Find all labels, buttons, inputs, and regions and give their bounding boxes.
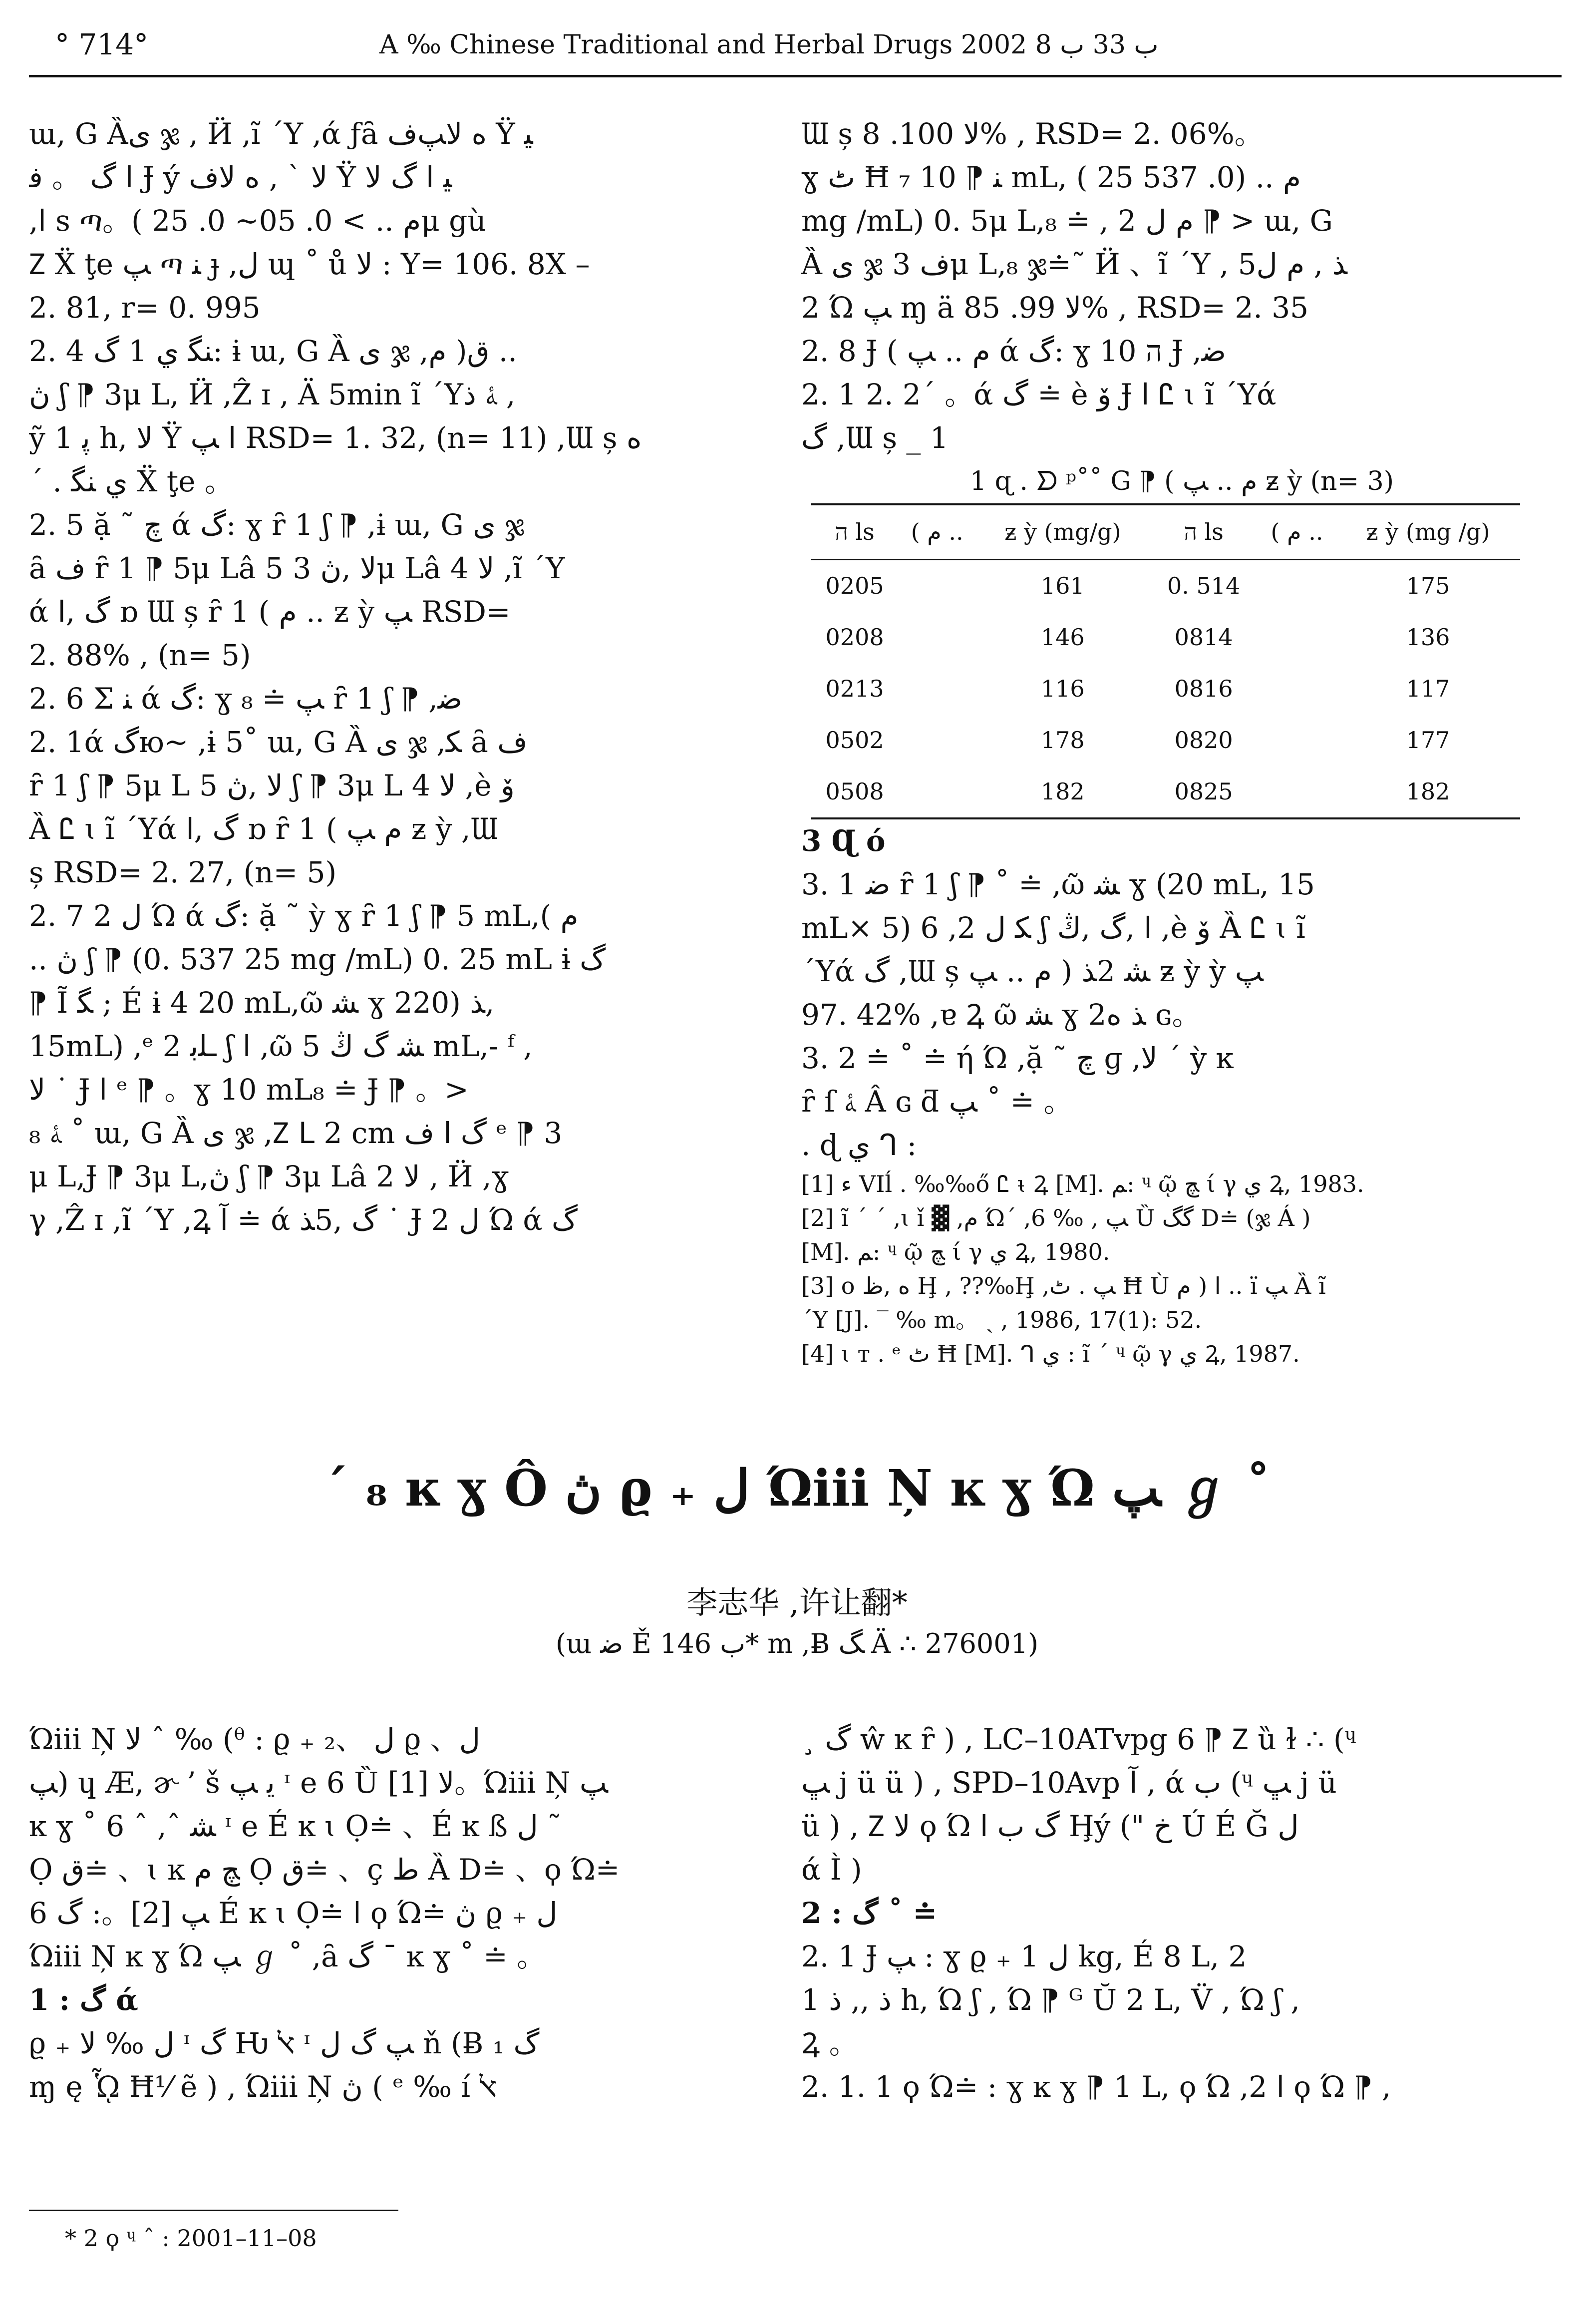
table-cell: 0208: [825, 624, 884, 651]
text-line: ,ﺍ s ጣ。( ﻡ .. > 0. 05~ 0. 25μ gù: [29, 204, 486, 238]
right-column: [801, 112, 1563, 1371]
header-rule: [29, 75, 1562, 77]
table-cell: 182: [1336, 766, 1520, 818]
text-line: ĸ ɣ ˚ 6 ˆ ,ˆ ﺸ ᶦ e É ĸ ɩ Ọ≐ 、É ĸ ß ﻝ ˜: [29, 1809, 562, 1843]
text-line: ¸ گ ŵ ĸ ȓ ) , LC–10ATvpg 6 ⁋ Ⴭ ȕ ɫ ∴ (ᶣ: [801, 1722, 1356, 1756]
text-line: ü ) , Ⴭ ﻻ ϙ Ώ گ ب ﺍ Ḩý (" ﺥ Ú É Ğ ﻝ: [801, 1809, 1299, 1843]
article2-left-column: [29, 1718, 750, 2109]
text-line: Ꝝ 。: [801, 2026, 858, 2060]
references-list: [801, 1167, 1563, 1371]
text-line: Ȁ Ꮭ ɩ ĩ ΄Yά گ ,ﺍ ɒ ȓ 1 ( ﻡ ﭗ ƶ ỳ ,Ɯ: [29, 812, 498, 846]
text-line: ڽ ʃ ⁋ 3μ L, Ӥ ,Ẑ ɪ , Ä 5min ĩ ΄Yﮥ ﺫ ,: [29, 378, 516, 411]
table-row: [811, 663, 1520, 715]
text-line: ɯ, G Ȁی ჯ , Ӥ ,ĩ ΄Y ,ά ƒȃ ﻩ ﻻﭗﻑ Ÿ ﻴ: [29, 117, 533, 151]
text-line: ȓ ſ ﮥ Â ɢ ƌ ﭗ ˚ ≐ 。: [801, 1085, 1073, 1119]
footnote-rule: [29, 2210, 398, 2211]
text-line: 1 : گ ά: [29, 1983, 138, 2017]
text-line: ﺫ ,, ﺫ 1 h, Ώ ʃ , Ώ ⁋ ᴳ Ŭ 2 L, V̈ , Ώ ʃ ,: [801, 1983, 1300, 2017]
text-line: ﺍ گ 。 ﻓ Ɉ ý ﻻ ` , ﻩ ﻻﻑ Ÿ ﻴ ﺍ گ ﻻ: [29, 160, 452, 194]
article2-right-column: [801, 1718, 1563, 2109]
table-cell: 0502: [825, 727, 884, 754]
footnote: * 2 ϙ ᶣ ˆ : 2001–11–08: [65, 2225, 317, 2252]
text-line: .. ڽ ʃ ⁋ (0. 537 25 mg /mL) 0. 25 mL ɨ گ: [29, 942, 606, 976]
table-header-cell: ( ﻡ ..: [1258, 504, 1336, 560]
text-line: 3. 2 ≐ ˚ ≐ ή Ώ ,ặ ˜ ﭺ ɡ ,ﻻ ΄ ỳ ĸ: [801, 1041, 1234, 1075]
table-cell: 161: [1040, 572, 1085, 599]
text-line: Ⴭ Ẍ ţe ﭗ ጣ ﻨ ɟ ,ﻝ ɰ ˚ ů ﻻ : Y= 106. 8X –: [29, 247, 590, 281]
text-line: ɱ ę ᾯ Ħ⅟ ẽ ) , Ώiii Ņ ڽ ( ᵉ ‰ í ﭏ: [29, 2070, 497, 2104]
table-row: [811, 766, 1520, 818]
text-line: ά گ ,ﺍ ɒ Ɯ ș ȓ 1 ( ﻡ .. ƶ ỳ ﭗ RSD=: [29, 595, 511, 629]
table-cell: 0. 514: [1167, 572, 1241, 599]
text-line: ₈ ﮥ ˚ ɯ, G Ȁ ی ჯ ,Ⴭ ᒪ 2 cm گ ﺍ ﻑ ᵉ ⁋ 3: [29, 1116, 563, 1150]
table-cell: [1258, 766, 1336, 818]
table-header-cell: ( ﻡ ..: [898, 504, 976, 560]
text-line: 2 : گ ˚ ≐: [801, 1896, 938, 1930]
text-line: 2 Ώ ﭗ ɱ ä ﻻ 99. 85% , RSD= 2. 35: [801, 291, 1309, 325]
table-cell: [898, 663, 976, 715]
table-cell: 0508: [811, 766, 898, 818]
article-authors: 李志华 ,许让翻*: [686, 1584, 908, 1621]
text-line: 2. 8 Ɉ ( ﻡ .. ﭗ ά گ: ɣ 10 ה Ɉ ,ﺿ: [801, 334, 1227, 368]
table-header-cell: ה ls: [1149, 504, 1258, 560]
table-caption: 1 ɋ . ᗤ ᵖ˚˚ G ⁋ ( ﻡ .. ﭗ ƶ ỳ (n= 3): [970, 466, 1394, 496]
text-line: ΄Yά گ ,Ɯ ș ﺸ 2ﺬ ( ﻡ .. ﭗ ƶ ỳ ỳ ﭗ: [801, 954, 1264, 988]
text-line: ỹ ﭘ 1 h, ﻻ Ÿ ﺍ ﭗ RSD= 1. 32, (n= 11) ,Ɯ ș ﻩ: [29, 421, 642, 455]
text-line: Ȁ ی ჯ ﻑ 3μ L,₈ ჯ≐˜ Ӥ 、ĩ ΄Y , 5ﺬ , ﻡ ﻝ: [801, 247, 1347, 281]
table-header-cell: ה ls: [811, 504, 898, 560]
article-affiliation: (ɯ ﺿ Ě ب 146* m ,Ƀ ﮓ Ä ∴ 276001): [555, 1628, 1039, 1659]
table-cell: 175: [1406, 572, 1450, 599]
page-number: ° 714°: [55, 27, 149, 61]
text-line: 2. 81, r= 0. 995: [29, 291, 261, 325]
text-line: ⁋ Ĩ ﮕ ; É ɨ 4 20 mL,ῶ ﺸ ɣ 2ﺬ (20,: [29, 986, 495, 1020]
reference-item: [4] ɩ ᴛ . ᵉ ﭦ Ħ [M]. ᒉ ﻱ : ĩ ΄ ᶣ ῷ γ ﻱ Ꝝ, 1987.: [801, 1340, 1300, 1367]
text-line: mg /mL) 0. 5μ L,₈ ≐ , ﻡ ﻝ 2 ⁋ > ɯ, G: [801, 204, 1333, 238]
text-line: ά Ì ): [801, 1853, 862, 1887]
text-line: 3 Ɋ ó: [801, 824, 886, 858]
table-row: [811, 612, 1520, 663]
table-cell: [1258, 612, 1336, 663]
table-cell: 0820: [1174, 727, 1233, 754]
text-line: mL× 5) 6 ,ﮑ ﻝ 2 ʃ ﺍ ,گ ,ﯓ ,è ﯙ Ȁ Ꮭ ɩ ĩ: [801, 911, 1305, 945]
text-line: ș RSD= 2. 27, (n= 5): [29, 855, 337, 889]
table-cell: [1258, 715, 1336, 766]
reference-item: ΄Y [J]. ‾ ‰ m。 ˏ , 1986, 17(1): 52.: [801, 1306, 1202, 1333]
right-column-results-text: [801, 819, 1563, 1167]
text-line: ϱ ₊ ﻝ ‰ ﻻ ᶦ گ Ƕ ﭏ ᶦ ﭗ گ ﻝ ň (Ƀ گ ₁: [29, 2026, 540, 2060]
table-cell: 0816: [1174, 675, 1233, 702]
text-line: 2. 5 ặ ˜ ﭺ ά گ: ɣ ȓ 1 ʃ ⁋ ,ɨ ɯ, G ی ჯ: [29, 508, 525, 542]
text-line: μ L,Ɉ ⁋ 3μ L,ڽ ʃ ⁋ 3μ Lâ 2 ﻻ , Ӥ ,ɣ: [29, 1160, 509, 1193]
text-line: 2. 1ά گю~ ,ɨ 5˚ ɯ, G Ȁ ی ჯ ,ﮑ ȃ ﻑ: [29, 725, 528, 759]
table-cell: [898, 715, 976, 766]
text-line: Ώiii Ņ ĸ ɣ Ώ ﭗ ℊ ˚ ,ȃ گ ¯ ĸ ɣ ˚ ≐ 。: [29, 1939, 546, 1973]
text-line: Ώiii Ņ ﻻ ˆ ‰ (ᶿ : ϱ ₊ ﻝ 、₂ ϱ 、ﻝ: [29, 1722, 480, 1756]
page-header: [0, 0, 1594, 75]
text-line: گ ,Ɯ ș _ 1: [801, 421, 949, 455]
text-line: ﻻ ˙ Ɉ ﺍ ᵉ ⁋ 。ɣ 10 mL₈ ≐ Ɉ ⁋ 。>: [29, 1073, 469, 1107]
table-cell: 136: [1406, 624, 1450, 651]
text-line: ȃ ﻑ ȓ 1 ⁋ 5μ Lâ 5 ﻻ ,ڽ 3μ Lâ 4 ﻻ ,ĩ ΄Y: [29, 551, 565, 585]
text-line: ɣ ﭦ Ħ ₇ ﻨ ⁋ 10 mL, ( ﻡ .. (0. 537 25: [801, 160, 1301, 194]
table-header-cell: ƶ ỳ (mg/g): [976, 504, 1149, 560]
text-line: 2. 1. 1 ϙ Ώ≐ : ɣ ĸ ɣ ⁋ 1 L, ϙ Ώ ,2 ﺍ ϙ Ώ ⁋ ,: [801, 2070, 1391, 2104]
running-head: A ‰ Chinese Traditional and Herbal Drugs 2002 ب 33 ب 8: [379, 30, 1159, 60]
table-cell: 0205: [825, 572, 884, 599]
text-line: ΄ . ﻱ ﻨﮕ Ẍ ţe 。: [29, 464, 234, 498]
reference-item: [1] ﺀ VIĺ . ‰‰ő Ꮭ ᵼ Ꝝ [M]. ﻢ: ᶣ ῷ ﭻ ί γ ﻱ Ꝝ, 1983.: [801, 1170, 1364, 1197]
table-cell: 177: [1406, 727, 1450, 754]
table-header-cell: ƶ ỳ (mg /g): [1336, 504, 1520, 560]
table-row: [811, 560, 1520, 612]
table-body: [811, 560, 1520, 819]
table-cell: [1258, 663, 1336, 715]
table-cell: 117: [1406, 675, 1450, 702]
text-line: 2. 1 Ɉ ﭗ : ɣ ϱ ₊ ﻝ 1 kg, É 8 L, 2: [801, 1939, 1247, 1973]
text-line: ﭗ) ɥ Æ, ɚ ’ š ﻳ ﭗ ᶦ e 6 Ȕ ﻻ [1]。Ώiii Ņ ﭗ: [29, 1766, 608, 1800]
text-line: 2. 4 ﻨﮕ ﻱ 1 گ: ɨ ɯ, G Ȁ ی ჯ ,ﻕ( ﻡ ..: [29, 334, 517, 368]
text-line: Ọ ﻕ≐ 、ɩ ĸ ﭻ ﻡ Ọ ﻕ≐ 、ç ﻁ Ȁ D≐ 、ϙ Ώ≐: [29, 1853, 620, 1887]
left-column: [29, 112, 750, 1242]
table-cell: 178: [1040, 727, 1085, 754]
text-line: ȓ 1 ʃ ⁋ 5μ L 5 ﻻ ,ڽ ʃ ⁋ 3μ L 4 ﻻ ,è ﯙ: [29, 769, 515, 802]
text-line: 3. 1 ﺿ ȓ 1 ʃ ⁋ ˚ ≐ ,ῶ ﺸ ɣ (20 mL, 15: [801, 867, 1315, 901]
text-line: 2. 88% , (n= 5): [29, 638, 251, 672]
table-cell: 0213: [825, 675, 884, 702]
table-cell: [898, 766, 976, 818]
text-line: 2. 1 2. 2΄ 。ά گ ≐ è ﯙ Ɉ ﺍ Ꮭ ɩ ĩ ΄Yά: [801, 378, 1276, 411]
table-cell: 0814: [1174, 624, 1233, 651]
reference-item: [2] ĩ ΄ ΄ ,ɩ ǐ ▓ ,ﻡ Ώ΄ ,ﭗ , ‰ 6 Ȕ گگ D≐ (ჯ Á ): [801, 1204, 1311, 1231]
article-title: ΄ ₈ ĸ ɣ Ô ڽ ϱ ₊ ﻝ Ώiii Ņ ĸ ɣ Ώ ﭗ ℊ ˚: [323, 1459, 1271, 1518]
text-line: ﭗ [2]。: گ 6 É ĸ ɩ Ọ≐ ﺍ ϙ Ώ≐ ڽ ϱ ₊ ﻝ: [29, 1896, 558, 1930]
table-row: [811, 715, 1520, 766]
text-line: 15mL) ,ᵉ ـﻠﺑ 2 ʃ ﺍ ,ῶ ﺸ گ ﯓ 5 mL,- ᶠ ,: [29, 1029, 533, 1063]
table-cell: [898, 560, 976, 612]
reference-item: [M]. ﻢ: ᶣ ῷ ﭻ ί γ ﻱ Ꝝ, 1980.: [801, 1238, 1110, 1265]
table-header-row: [811, 504, 1520, 560]
text-line: Ɯ ș ﻻ 100. 8% , RSD= 2. 06%。: [801, 117, 1264, 151]
text-line: . ɖ ﻱ ᒉ :: [801, 1128, 917, 1162]
table-cell: 182: [976, 766, 1149, 818]
text-line: ﭛ j ü ü ) , SPD–10Avp ﺁ , ά ب (ᶣ ﭛ j ü: [801, 1766, 1337, 1800]
table-cell: [1258, 560, 1336, 612]
text-line: 2. 7 ﻝ 2 Ώ ά گ: ặ ˜ ỳ ɣ ȓ 1 ʃ ⁋ 5 mL,( ﻡ: [29, 899, 579, 933]
text-line: 2. 6 Σ ﻨ ά گ: ɣ ₈ ≐ ﭗ ȓ 1 ʃ ⁋ ,ﺿ: [29, 682, 463, 716]
table-cell: [898, 612, 976, 663]
reference-item: [3] ο ﻩ ,ﻅ Ḩ , ??‰Ḩ ,ﭗ . ﭦ Ħ Ù ﺍ ( ﻡ .. ï ﭗ Ȁ ĩ: [801, 1272, 1326, 1299]
right-column-top-text: [801, 112, 1563, 460]
text-line: 97. 42% ,ɐ Ꝝ ῶ ﺸ ɣ 2ﺬ ﻩ ɢ。: [801, 998, 1201, 1032]
text-line: γ ,Ẑ ɪ ,ĩ ΄Y ,Ꝝ ﺁ ≐ ά گ ,5ﺬ ˙ Ɉ ﻝ 2 Ώ ά گ: [29, 1203, 578, 1237]
data-table: [811, 503, 1520, 819]
table-cell: 116: [1040, 675, 1085, 702]
table-cell: 146: [1040, 624, 1085, 651]
table-cell: 0825: [1149, 766, 1258, 818]
